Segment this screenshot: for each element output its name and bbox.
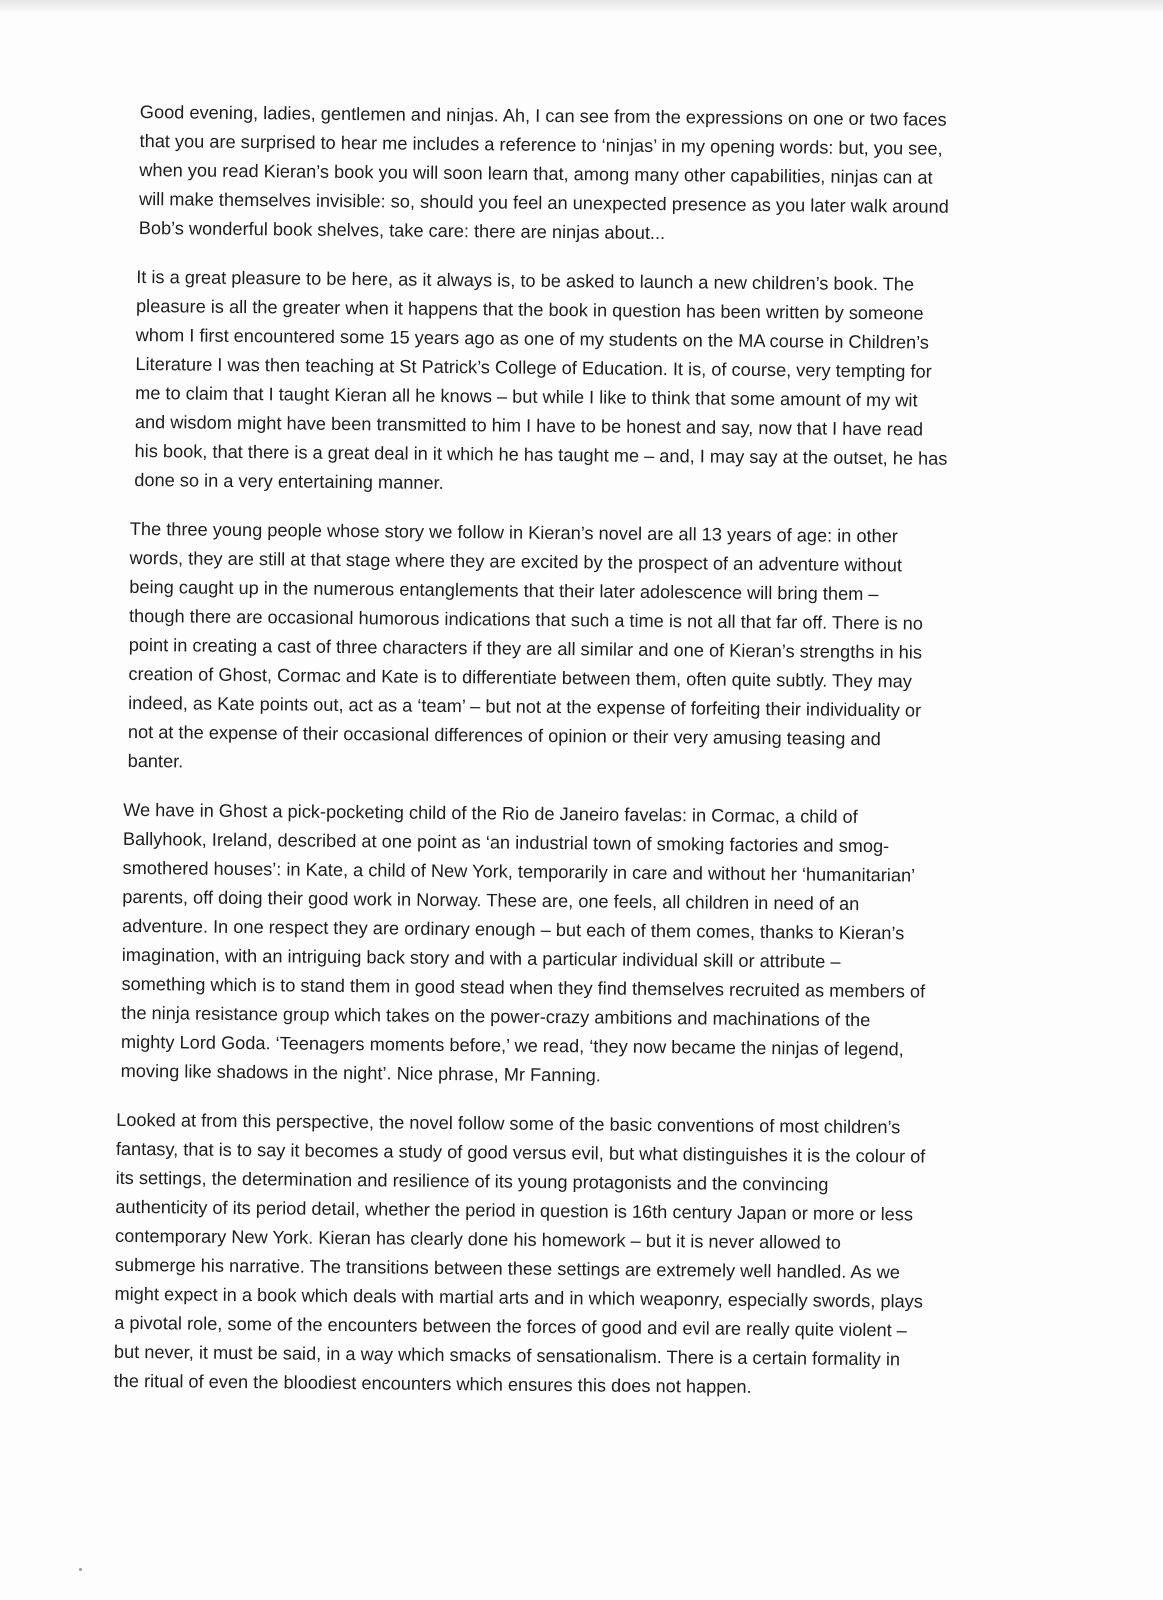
text-line: smothered houses’: in Kate, a child of New York, temporarily in care and without her ‘humanitarian’ <box>122 857 916 886</box>
text-line: whom I first encountered some 15 years ago as one of my students on the MA course in Children’s <box>135 324 930 353</box>
text-line: the ritual of even the bloodiest encounters which ensures this does not happen. <box>113 1370 752 1397</box>
text-line: his book, that there is a great deal in it which he has taught me – and, I may say at the outset, he has <box>134 440 948 469</box>
text-line: being caught up in the numerous entanglements that their later adolescence will bring them – <box>129 576 879 605</box>
text-line: Looked at from this perspective, the novel follow some of the basic conventions of most children’s <box>116 1109 901 1138</box>
scan-top-edge <box>0 0 1163 14</box>
text-line: a pivotal role, some of the encounters between the forces of good and evil are really quite violent – <box>114 1312 907 1341</box>
text-line: mighty Lord Goda. ‘Teenagers moments before,’ we read, ‘they now became the ninjas of legend, <box>120 1031 904 1060</box>
text-line: Bob’s wonderful book shelves, take care: there are ninjas about... <box>138 217 666 244</box>
paragraph-5 <box>114 1106 1001 1404</box>
text-line: the ninja resistance group which takes on the power-crazy ambitions and machinations of the <box>121 1002 871 1031</box>
text-line: indeed, as Kate points out, act as a ‘team’ – but not at the expense of forfeiting their individuality or <box>128 692 922 721</box>
text-line: moving like shadows in the night’. Nice phrase, Mr Fanning. <box>120 1060 601 1086</box>
text-line: We have in Ghost a pick-pocketing child of the Rio de Janeiro favelas: in Cormac, a child of <box>123 799 858 827</box>
text-line: pleasure is all the greater when it happens that the book in question has been written by someone <box>135 295 924 324</box>
text-line: its settings, the determination and resilience of its young protagonists and the convincing <box>115 1167 829 1195</box>
text-line: might expect in a book which deals with martial arts and in which weaponry, especially swords, plays <box>114 1283 923 1312</box>
text-line: Good evening, ladies, gentlemen and ninjas. Ah, I can see from the expressions on one or two faces <box>139 101 947 130</box>
paragraph-2 <box>134 263 1008 503</box>
text-line: adventure. In one respect they are ordinary enough – but each of them comes, thanks to Kieran’s <box>121 915 905 944</box>
text-line: and wisdom might have been transmitted to him I have to be honest and say, now that I have read <box>134 411 924 440</box>
text-line: will make themselves invisible: so, should you feel an unexpected presence as you later walk around <box>138 188 949 217</box>
text-line: done so in a very entertaining manner. <box>134 469 444 493</box>
paragraph-4 <box>121 796 1004 1094</box>
text-line: that you are surprised to hear me includes a reference to ‘ninjas’ in my opening words: but, you see, <box>139 130 943 159</box>
text-line: Literature I was then teaching at St Patrick’s College of Education. It is, of course, very tempting for <box>135 353 932 382</box>
text-line: parents, off doing their good work in Norway. These are, one feels, all children in need of an <box>122 886 860 914</box>
text-line: Ballyhook, Ireland, described at one point as ‘an industrial town of smoking factories and smog- <box>122 828 890 857</box>
text-line: words, they are still at that stage where they are excited by the prospect of an adventure without <box>129 547 903 576</box>
text-line: something which is to stand them in good stead when they find themselves recruited as members of <box>121 973 926 1002</box>
text-line: though there are occasional humorous indications that such a time is not all that far off. There is no <box>128 605 924 634</box>
text-line: when you read Kieran’s book you will soon learn that, among many other capabilities, ninjas can at <box>139 159 933 188</box>
text-line: authenticity of its period detail, whether the period in question is 16th century Japan or more or less <box>115 1196 914 1225</box>
document-body <box>113 98 1010 1424</box>
text-line: It is a great pleasure to be here, as it always is, to be asked to launch a new children’s book. The <box>136 266 915 295</box>
scan-speck <box>79 1568 82 1571</box>
paragraph-1 <box>139 98 1010 251</box>
paragraph-3 <box>127 515 1005 784</box>
text-line: contemporary New York. Kieran has clearly done his homework – but it is never allowed to <box>114 1225 841 1253</box>
text-line: fantasy, that is to say it becomes a study of good versus evil, but what distinguishes it is the colour of <box>115 1138 926 1167</box>
text-line: The three young people whose story we follow in Kieran’s novel are all 13 years of age: in other <box>129 518 898 547</box>
text-line: creation of Ghost, Cormac and Kate is to differentiate between them, often quite subtly. They may <box>128 663 913 692</box>
text-line: but never, it must be said, in a way which smacks of sensationalism. There is a certain formality in <box>113 1341 901 1370</box>
text-line: not at the expense of their occasional differences of opinion or their very amusing teasing and <box>127 721 881 750</box>
text-line: imagination, with an intriguing back story and with a particular individual skill or attribute – <box>121 944 841 972</box>
text-line: me to claim that I taught Kieran all he knows – but while I like to think that some amount of my wit <box>135 382 918 411</box>
text-line: submerge his narrative. The transitions between these settings are extremely well handled. As we <box>114 1254 901 1283</box>
text-line: banter. <box>127 750 184 772</box>
text-line: point in creating a cast of three characters if they are all similar and one of Kieran’s strengths in his <box>128 634 923 663</box>
